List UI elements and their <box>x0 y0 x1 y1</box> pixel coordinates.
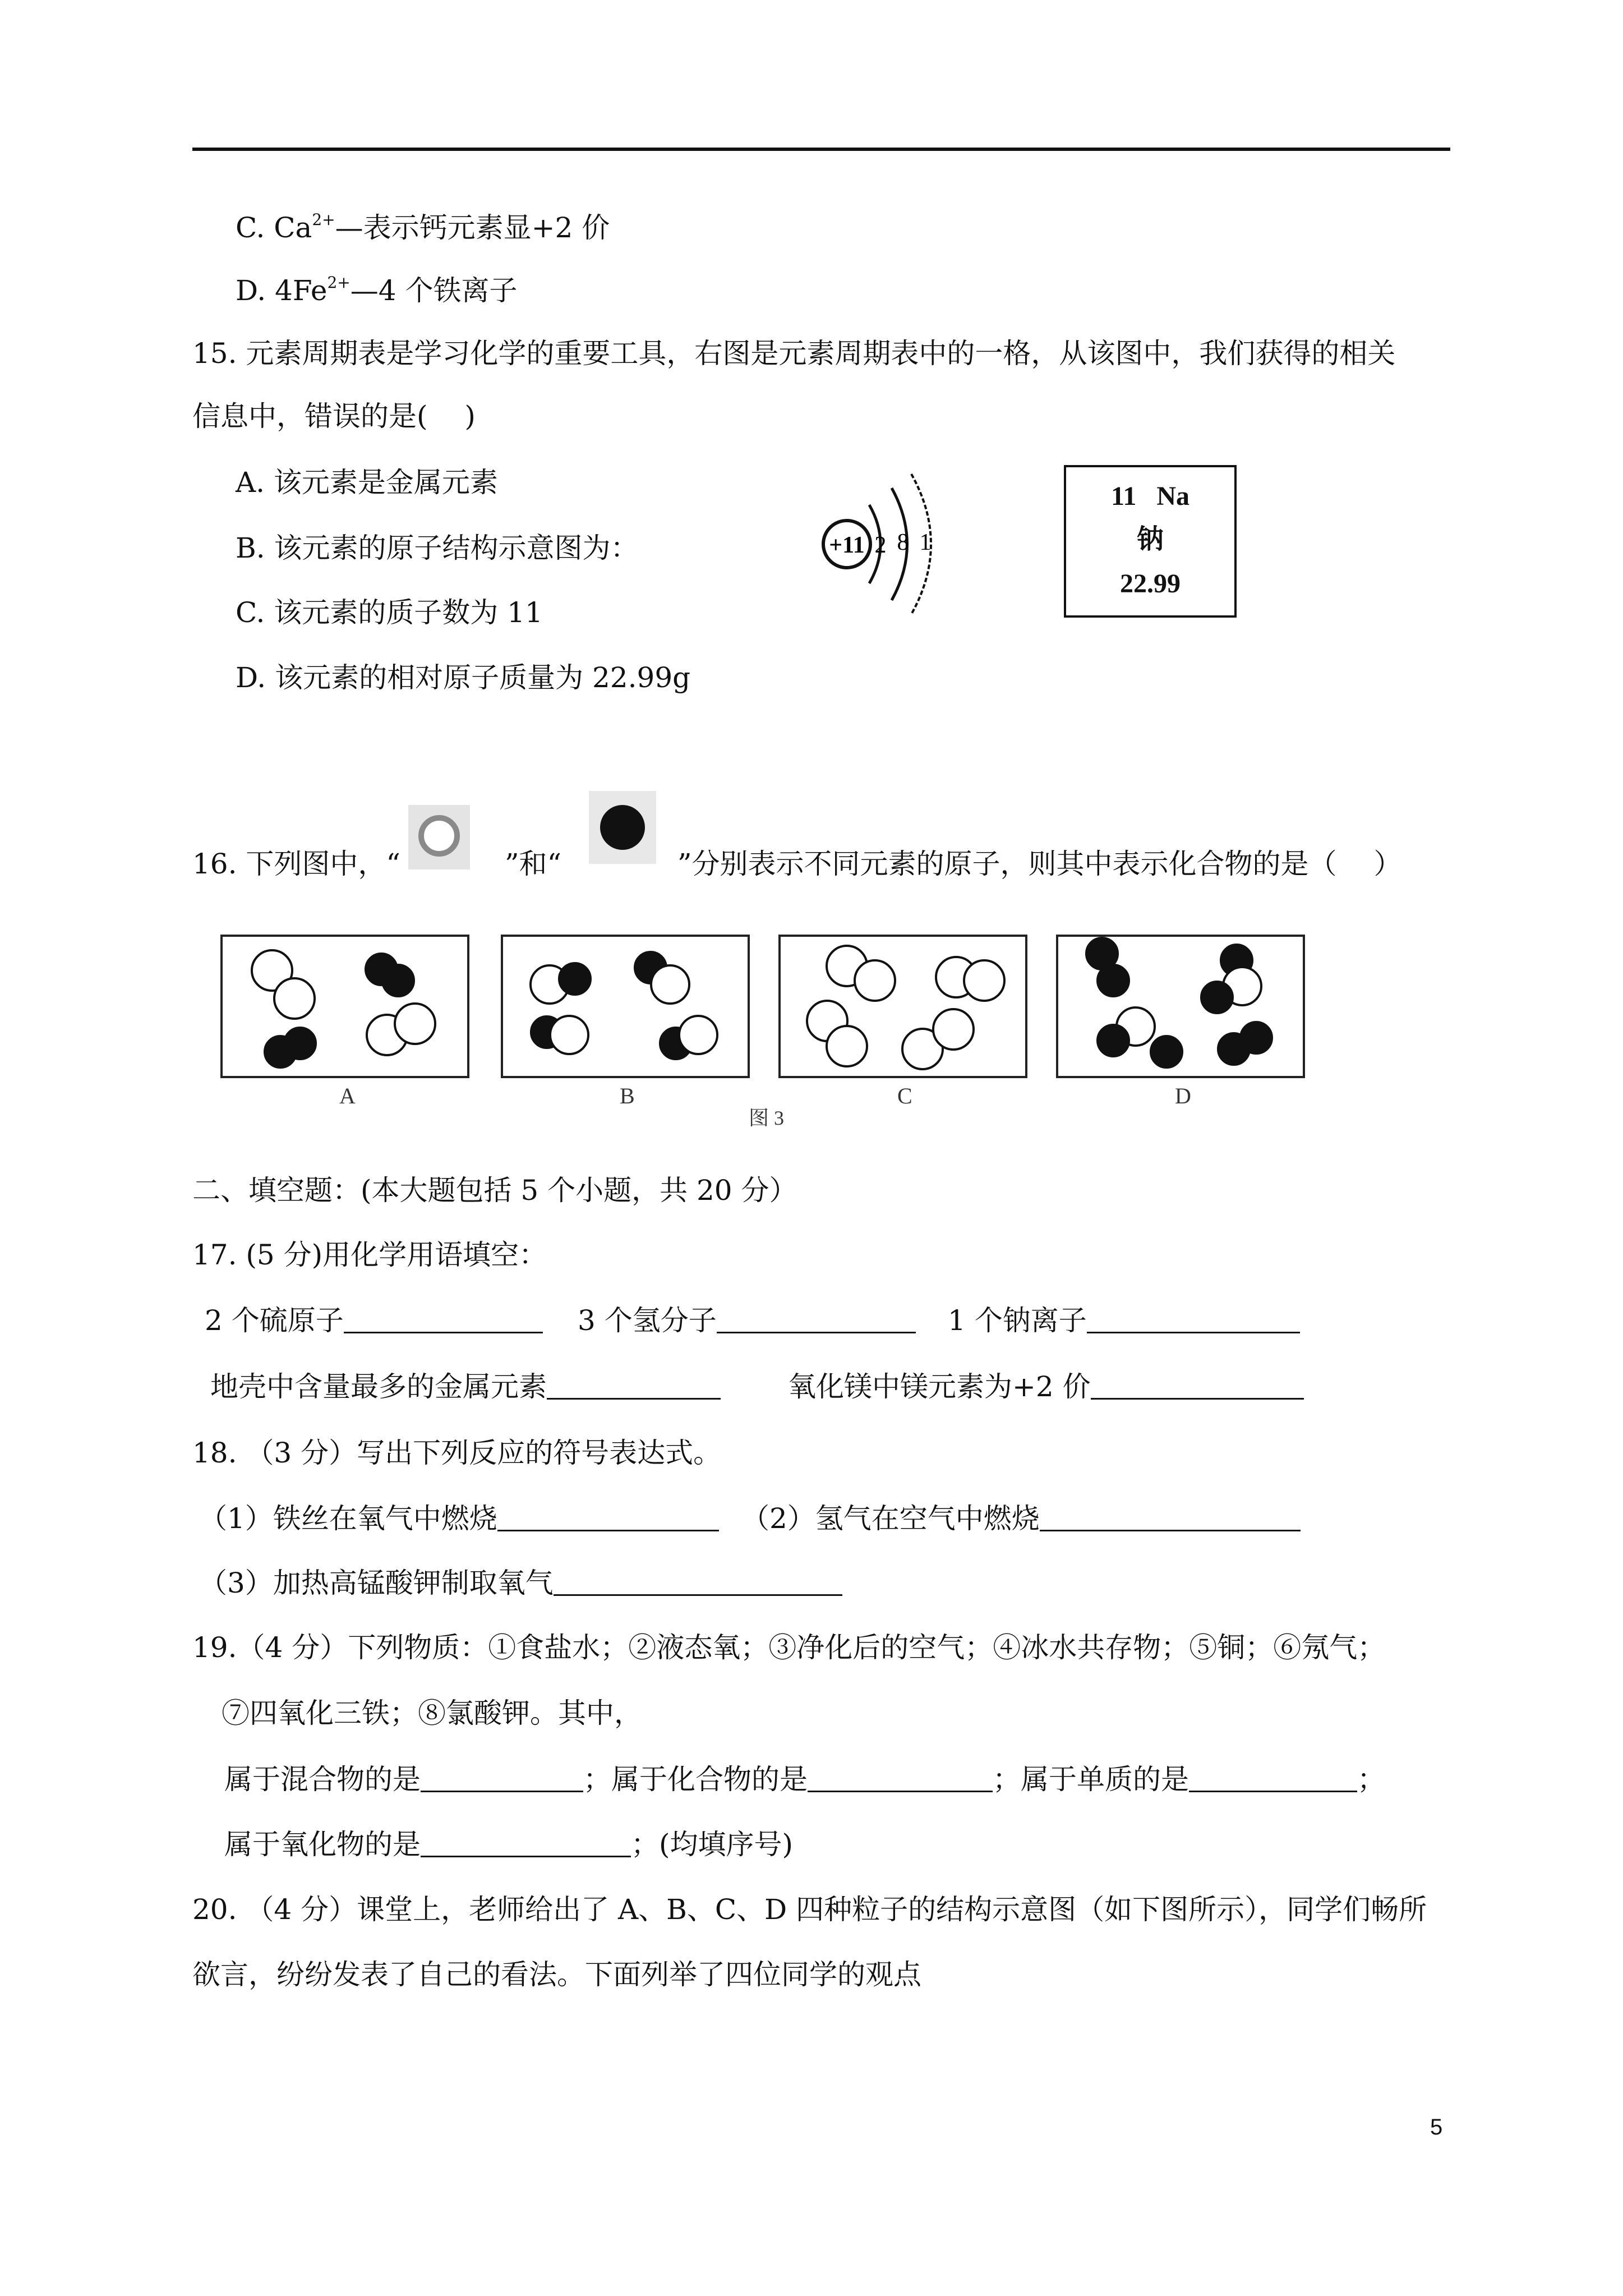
q16-molecule-figure <box>216 931 1315 1111</box>
nucleus-charge: +11 <box>829 532 865 558</box>
q17-item-4: 地壳中含量最多的金属元素 <box>210 1369 721 1405</box>
q18-item-3: （3）加热高锰酸钾制取氧气 <box>199 1565 842 1601</box>
q19-stem-cont: ⑦四氧化三铁；⑧氯酸钾。其中， <box>222 1697 642 1729</box>
page-number: 5 <box>1430 2115 1443 2139</box>
q17-item-5: 氧化镁中镁元素为+2 价 <box>788 1369 1304 1405</box>
white-atom-icon <box>408 805 470 869</box>
q19-answer-line-1: 属于混合物的是 ；属于化合物的是 ；属于单质的是 ； <box>224 1763 1385 1796</box>
q14-option-c: C. $Ca^{2+}—$表示钙元素显+2 价 <box>236 210 610 244</box>
q15-stem: 15. 元素周期表是学习化学的重要工具，右图是元素周期表中的一格，从该图中，我们获得的相关 <box>192 337 1396 370</box>
q20-stem: 20. （4 分）课堂上，老师给出了 A、B、C、D 四种粒子的结构示意图（如下图所示），同学们畅所 <box>192 1893 1427 1926</box>
q16-stem-c: ”分别表示不同元素的原子，则其中表示化合物的是（ ） <box>677 848 1402 880</box>
figure-label-c: C <box>897 1083 912 1108</box>
q19-answer-line-2: 属于氧化物的是 ；(均填序号) <box>224 1828 794 1861</box>
q20-stem-cont: 欲言，纷纷发表了自己的看法。下面列举了四位同学的观点 <box>192 1958 921 1991</box>
black-atom-icon <box>589 791 656 864</box>
q17-stem: 17. (5 分)用化学用语填空： <box>192 1239 547 1271</box>
q17-item-1: 2 个硫原子 <box>205 1303 543 1338</box>
q19-stem: 19.（4 分）下列物质：①食盐水；②液态氧；③净化后的空气；④冰水共存物；⑤铜；⑥氖气； <box>192 1631 1386 1664</box>
q16-stem-a: 16. 下列图中，“ <box>192 848 400 880</box>
element-cell <box>1064 465 1237 618</box>
shell-3-count: 1 <box>919 530 932 555</box>
q18-item-1: （1）铁丝在氧气中燃烧 <box>199 1501 719 1536</box>
header-rule <box>192 148 1450 151</box>
figure-label-d: D <box>1175 1083 1191 1108</box>
q18-stem: 18. （3 分）写出下列反应的符号表达式。 <box>192 1437 722 1469</box>
atom-structure-diagram <box>813 460 959 617</box>
q16-stem-b: ”和“ <box>505 848 562 880</box>
shell-2-count: 8 <box>897 530 909 555</box>
q17-item-2: 3 个氢分子 <box>578 1303 916 1338</box>
element-number-symbol: 11 Na <box>1110 481 1190 511</box>
figure-label-b: B <box>620 1083 635 1108</box>
element-name: 钠 <box>1136 523 1164 555</box>
section-2-heading: 二、填空题：(本大题包括 5 个小题，共 20 分） <box>192 1174 797 1207</box>
figure-label-a: A <box>339 1083 356 1108</box>
element-mass: 22.99 <box>1120 569 1181 599</box>
figure-caption: 图 3 <box>749 1107 785 1129</box>
q15-option-b: B. 该元素的原子结构示意图为： <box>236 532 639 564</box>
q15-option-a: A. 该元素是金属元素 <box>236 466 498 499</box>
q15-option-d: D. 该元素的相对原子质量为 22.99g <box>236 661 691 694</box>
q15-stem-cont: 信息中，错误的是( ) <box>192 400 476 432</box>
q17-item-3: 1 个钠离子 <box>948 1303 1300 1338</box>
q18-item-2: （2）氢气在空气中燃烧 <box>741 1501 1301 1536</box>
shell-1-count: 2 <box>874 532 887 558</box>
q14-option-d: D. $4Fe^{2+}—4$ 个铁离子 <box>236 273 518 307</box>
q15-option-c: C. 该元素的质子数为 11 <box>236 596 543 629</box>
